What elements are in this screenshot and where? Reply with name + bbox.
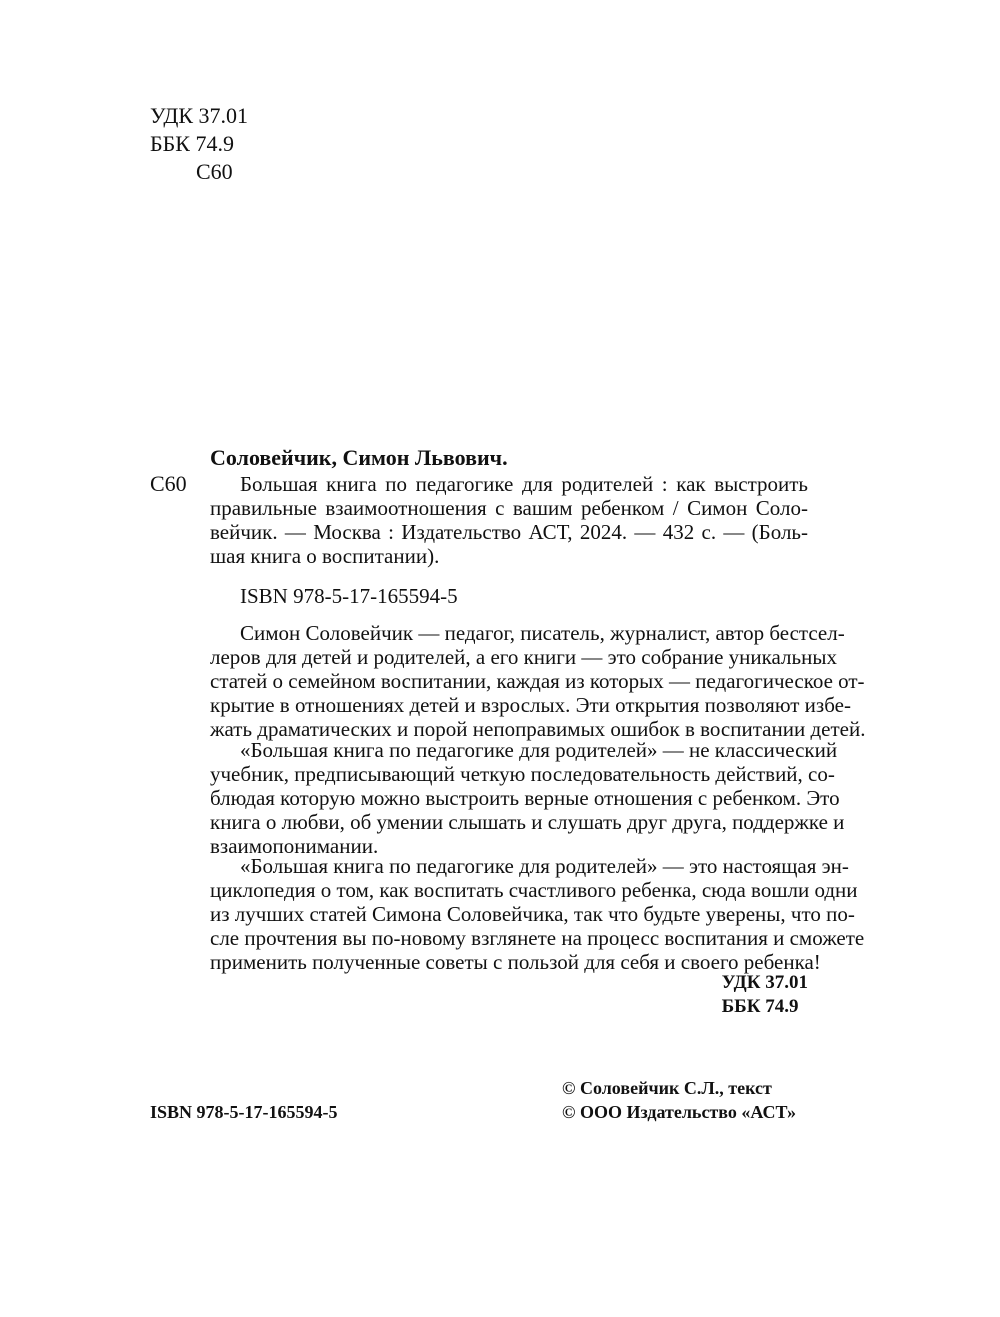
annotation-line: взаимопонимании. [210, 834, 379, 858]
bib-line: вейчик. — Москва : Издательство АСТ, 2024. — 432 с. — (Боль- [210, 520, 808, 544]
card-isbn: ISBN 978-5-17-165594-5 [240, 584, 458, 608]
copyright-block [562, 1076, 796, 1124]
annotation-line: «Большая книга по педагогике для родителей» — не классический [240, 738, 838, 762]
card-bbk: ББК 74.9 [721, 996, 799, 1017]
annotation-line: учебник, предписывающий четкую последовательность действий, со- [210, 762, 835, 786]
card-author-mark: С60 [150, 471, 187, 496]
bbk-code: ББК 74.9 [150, 131, 234, 156]
annotation-line: сле прочтения вы по-новому взглянете на процесс воспитания и сможете [210, 926, 865, 950]
annotation-paragraph-3 [210, 854, 865, 974]
card-udk: УДК 37.01 [721, 972, 808, 993]
copyright-author: © Соловейчик С.Л., текст [562, 1078, 772, 1098]
annotation-line: леров для детей и родителей, а его книги — это собрание уникальных [210, 645, 837, 669]
copyright-publisher: © ООО Издательство «АСТ» [562, 1102, 797, 1122]
top-classification-codes [150, 104, 248, 184]
annotation-line: жать драматических и порой непоправимых ошибок в воспитании детей. [210, 717, 866, 741]
bib-line: правильные взаимоотношения с вашим ребенком / Симон Соло- [210, 496, 808, 520]
annotation-paragraph-1 [210, 621, 866, 741]
annotation-line: блюдая которую можно выстроить верные отношения с ребенком. Это [210, 786, 840, 810]
annotation-line: из лучших статей Симона Соловейчика, так что будьте уверены, что по- [210, 902, 855, 926]
annotation-paragraph-2 [210, 738, 845, 858]
annotation-line: статей о семейном воспитании, каждая из которых — педагогическое от- [210, 669, 865, 693]
author-heading: Соловейчик, Симон Львович. [210, 445, 508, 470]
footer-isbn: ISBN 978-5-17-165594-5 [150, 1102, 338, 1122]
annotation-line: циклопедия о том, как воспитать счастливого ребенка, сюда вошли одни [210, 878, 858, 902]
bib-line: Большая книга по педагогике для родителей : как выстроить [240, 472, 808, 496]
annotation-line: «Большая книга по педагогике для родителей» — это настоящая эн- [240, 854, 849, 878]
bibliographic-description [210, 472, 808, 568]
bib-line: шая книга о воспитании). [210, 544, 440, 568]
author-mark: С60 [196, 159, 233, 184]
annotation-line: крытие в отношениях детей и взрослых. Эти открытия позволяют избе- [210, 693, 851, 717]
udk-code: УДК 37.01 [150, 103, 249, 128]
annotation-line: книга о любви, об умении слышать и слушать друг друга, поддержке и [210, 810, 845, 834]
annotation-line: Симон Соловейчик — педагог, писатель, журналист, автор бестсел- [240, 621, 845, 645]
annotation-line: применить полученные советы с пользой для себя и своего ребенка! [210, 950, 821, 974]
card-classification-codes [722, 971, 808, 1019]
